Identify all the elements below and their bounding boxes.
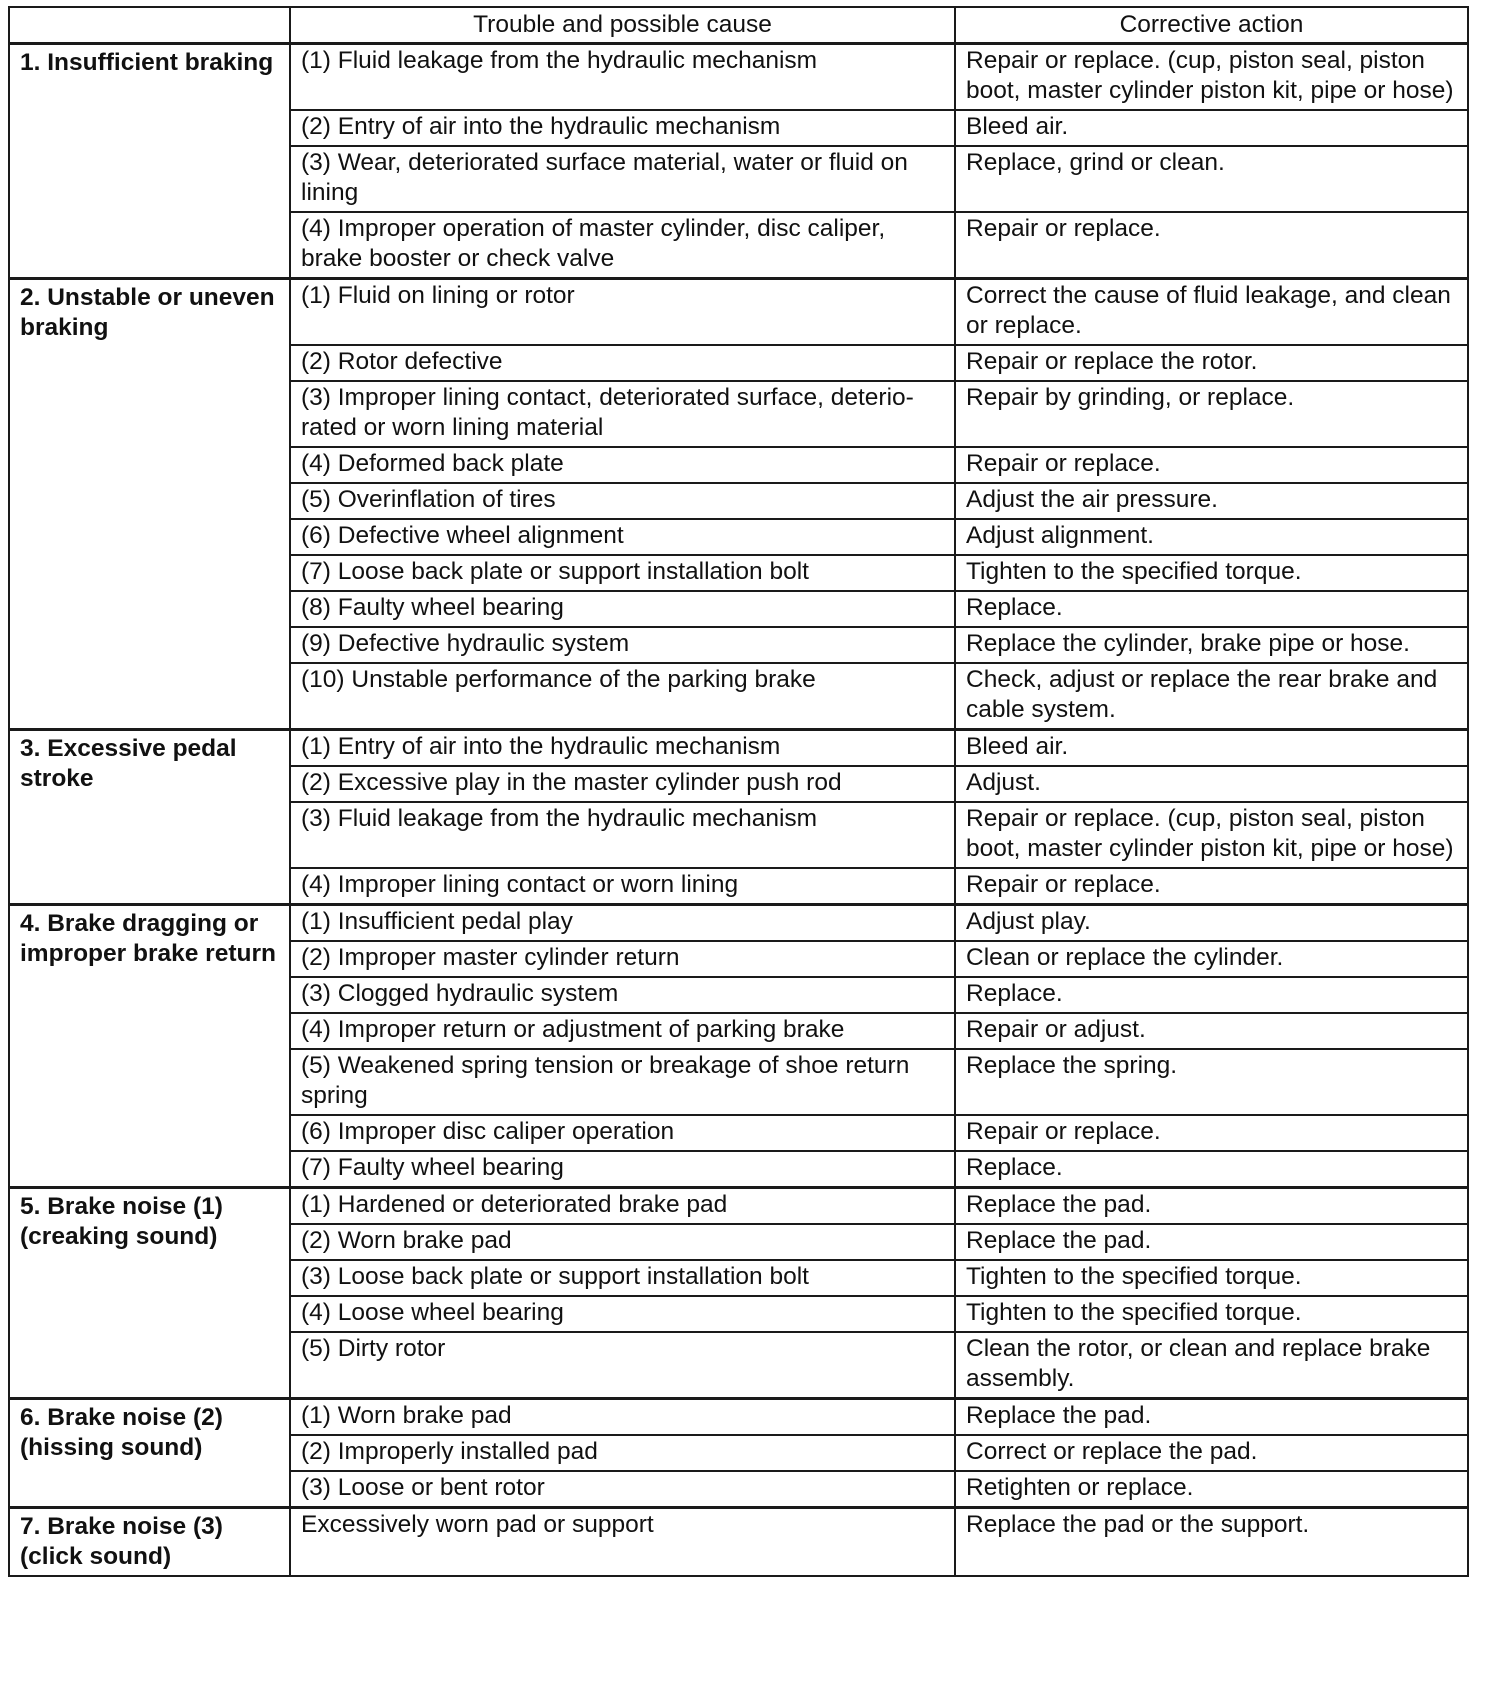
action-cell: Repair or replace. (cup, piston seal, piston boot, master cylinder piston kit, pipe or hose)	[955, 802, 1468, 868]
action-cell: Adjust alignment.	[955, 519, 1468, 555]
action-cell: Tighten to the specified torque.	[955, 1260, 1468, 1296]
action-cell: Replace the spring.	[955, 1049, 1468, 1115]
header-action: Corrective action	[955, 7, 1468, 44]
action-cell: Replace the pad or the support.	[955, 1508, 1468, 1577]
action-cell: Replace, grind or clean.	[955, 146, 1468, 212]
table-row	[9, 905, 1468, 942]
action-cell: Check, adjust or replace the rear brake and cable system.	[955, 663, 1468, 730]
action-cell: Tighten to the specified torque.	[955, 555, 1468, 591]
trouble-cell: 1. Insufficient braking	[9, 44, 290, 279]
action-cell: Repair or replace.	[955, 868, 1468, 905]
table-body	[9, 44, 1468, 1577]
cause-cell: (1) Insufficient pedal play	[290, 905, 955, 942]
action-cell: Correct the cause of fluid leakage, and clean or replace.	[955, 279, 1468, 346]
trouble-cell: 2. Unstable or uneven braking	[9, 279, 290, 730]
action-cell: Clean the rotor, or clean and replace brake assembly.	[955, 1332, 1468, 1399]
cause-cell: (2) Improper master cylinder return	[290, 941, 955, 977]
action-cell: Adjust play.	[955, 905, 1468, 942]
header-trouble	[9, 7, 290, 44]
cause-cell: (7) Loose back plate or support installation bolt	[290, 555, 955, 591]
cause-cell: (5) Dirty rotor	[290, 1332, 955, 1399]
table-header	[9, 7, 1468, 44]
cause-cell: (4) Improper operation of master cylinder, disc caliper, brake booster or check valve	[290, 212, 955, 279]
action-cell: Clean or replace the cylinder.	[955, 941, 1468, 977]
cause-cell: (5) Weakened spring tension or breakage of shoe return spring	[290, 1049, 955, 1115]
trouble-cell: 6. Brake noise (2) (hissing sound)	[9, 1399, 290, 1508]
action-cell: Retighten or replace.	[955, 1471, 1468, 1508]
trouble-cell: 4. Brake dragging or improper brake return	[9, 905, 290, 1188]
table-row	[9, 1508, 1468, 1577]
action-cell: Repair or replace.	[955, 447, 1468, 483]
cause-cell: (1) Entry of air into the hydraulic mechanism	[290, 730, 955, 767]
action-cell: Repair or adjust.	[955, 1013, 1468, 1049]
cause-cell: Excessively worn pad or support	[290, 1508, 955, 1577]
table-row	[9, 1399, 1468, 1436]
action-cell: Repair or replace. (cup, piston seal, piston boot, master cylinder piston kit, pipe or hose)	[955, 44, 1468, 111]
trouble-cell: 7. Brake noise (3) (click sound)	[9, 1508, 290, 1577]
table-row	[9, 279, 1468, 346]
cause-cell: (2) Excessive play in the master cylinder push rod	[290, 766, 955, 802]
trouble-cell: 5. Brake noise (1) (creaking sound)	[9, 1188, 290, 1399]
action-cell: Replace.	[955, 591, 1468, 627]
action-cell: Repair or replace.	[955, 212, 1468, 279]
cause-cell: (3) Loose or bent rotor	[290, 1471, 955, 1508]
cause-cell: (7) Faulty wheel bearing	[290, 1151, 955, 1188]
action-cell: Adjust.	[955, 766, 1468, 802]
troubleshooting-table	[8, 6, 1469, 1577]
action-cell: Repair or replace the rotor.	[955, 345, 1468, 381]
table-row	[9, 1188, 1468, 1225]
cause-cell: (9) Defective hydraulic system	[290, 627, 955, 663]
cause-cell: (8) Faulty wheel bearing	[290, 591, 955, 627]
action-cell: Replace the pad.	[955, 1188, 1468, 1225]
cause-cell: (1) Worn brake pad	[290, 1399, 955, 1436]
action-cell: Replace the pad.	[955, 1399, 1468, 1436]
cause-cell: (3) Fluid leakage from the hydraulic mechanism	[290, 802, 955, 868]
header-row	[9, 7, 1468, 44]
cause-cell: (2) Improperly installed pad	[290, 1435, 955, 1471]
action-cell: Correct or replace the pad.	[955, 1435, 1468, 1471]
table-row	[9, 730, 1468, 767]
cause-cell: (3) Loose back plate or support installation bolt	[290, 1260, 955, 1296]
action-cell: Repair or replace.	[955, 1115, 1468, 1151]
action-cell: Adjust the air pressure.	[955, 483, 1468, 519]
cause-cell: (2) Worn brake pad	[290, 1224, 955, 1260]
action-cell: Tighten to the specified torque.	[955, 1296, 1468, 1332]
action-cell: Replace.	[955, 977, 1468, 1013]
action-cell: Replace the cylinder, brake pipe or hose.	[955, 627, 1468, 663]
action-cell: Repair by grinding, or replace.	[955, 381, 1468, 447]
action-cell: Bleed air.	[955, 110, 1468, 146]
cause-cell: (3) Wear, deteriorated surface material, water or fluid on lining	[290, 146, 955, 212]
cause-cell: (3) Improper lining contact, deteriorated surface, deterio-rated or worn lining material	[290, 381, 955, 447]
cause-cell: (2) Rotor defective	[290, 345, 955, 381]
cause-cell: (1) Fluid leakage from the hydraulic mechanism	[290, 44, 955, 111]
cause-cell: (4) Loose wheel bearing	[290, 1296, 955, 1332]
cause-cell: (4) Improper lining contact or worn lining	[290, 868, 955, 905]
cause-cell: (6) Improper disc caliper operation	[290, 1115, 955, 1151]
table-row	[9, 44, 1468, 111]
cause-cell: (1) Hardened or deteriorated brake pad	[290, 1188, 955, 1225]
cause-cell: (2) Entry of air into the hydraulic mechanism	[290, 110, 955, 146]
cause-cell: (4) Deformed back plate	[290, 447, 955, 483]
cause-cell: (1) Fluid on lining or rotor	[290, 279, 955, 346]
cause-cell: (6) Defective wheel alignment	[290, 519, 955, 555]
cause-cell: (5) Overinflation of tires	[290, 483, 955, 519]
action-cell: Replace the pad.	[955, 1224, 1468, 1260]
cause-cell: (4) Improper return or adjustment of parking brake	[290, 1013, 955, 1049]
trouble-cell: 3. Excessive pedal stroke	[9, 730, 290, 905]
action-cell: Bleed air.	[955, 730, 1468, 767]
cause-cell: (10) Unstable performance of the parking brake	[290, 663, 955, 730]
cause-cell: (3) Clogged hydraulic system	[290, 977, 955, 1013]
header-cause: Trouble and possible cause	[290, 7, 955, 44]
action-cell: Replace.	[955, 1151, 1468, 1188]
